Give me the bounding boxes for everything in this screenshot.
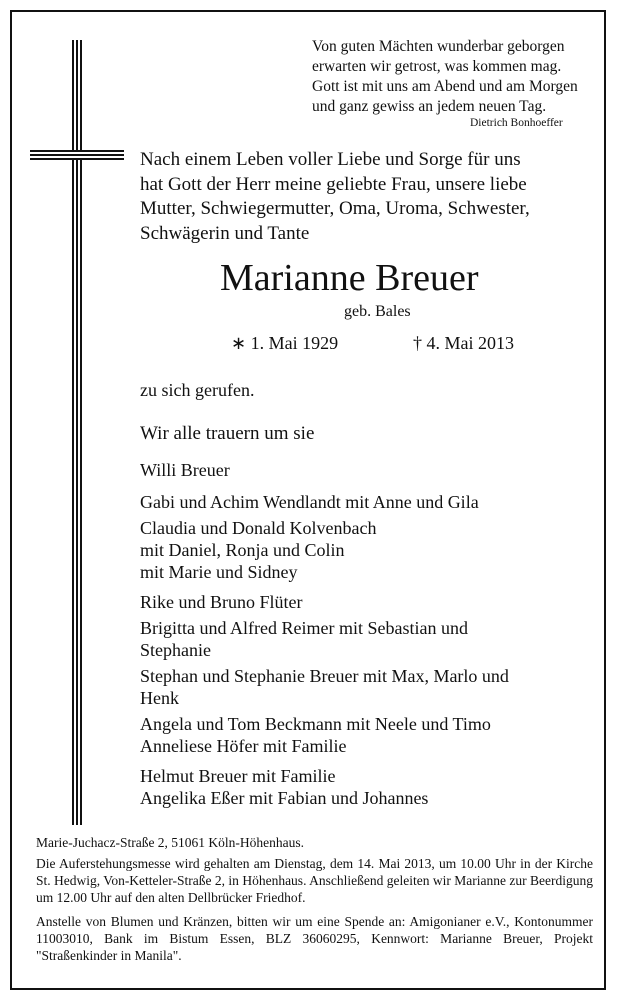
donation-details: Anstelle von Blumen und Kränzen, bitten wir um eine Spende an: Amigonianer e.V., Kontonummer 11003010, Bank im Bistum Essen, BLZ 36060295, Kennwort: Marianne Breuer, Projekt "Straßenkinder in Manila". xyxy=(36,914,593,963)
mourner-line: Brigitta und Alfred Reimer mit Sebastian und xyxy=(140,618,468,638)
intro-line: Nach einem Leben voller Liebe und Sorge für uns xyxy=(140,149,521,170)
cross-icon-crossbar xyxy=(30,150,124,160)
mourner-line: Stephanie xyxy=(140,640,211,660)
mourner-line: Angelika Eßer mit Fabian und Johannes xyxy=(140,788,429,808)
mourner-line: Helmut Breuer mit Familie xyxy=(140,766,336,786)
mourner-line: Gabi und Achim Wendlandt mit Anne und Gila xyxy=(140,492,479,512)
called-home-text: zu sich gerufen. xyxy=(140,380,255,400)
mourner-entry xyxy=(140,735,509,757)
mourner-entry xyxy=(140,665,509,709)
mourner-line: Henk xyxy=(140,688,179,708)
birth-name: geb. Bales xyxy=(344,303,411,320)
intro-line: hat Gott der Herr meine geliebte Frau, unsere liebe xyxy=(140,173,527,195)
mourner-line: Rike und Bruno Flüter xyxy=(140,592,303,612)
bonhoeffer-quote xyxy=(312,37,578,117)
mourner-entry xyxy=(140,517,509,583)
mourner-entry xyxy=(140,491,509,513)
intro-line: Mutter, Schwiegermutter, Oma, Uroma, Schwester, xyxy=(140,198,530,219)
mourner-entry xyxy=(140,765,509,787)
mourn-line: Wir alle trauern um sie xyxy=(140,423,315,444)
mourners-list xyxy=(140,459,509,809)
quote-line: und ganz gewiss an jedem neuen Tag. xyxy=(312,98,547,115)
intro-line: Schwägerin und Tante xyxy=(140,222,310,244)
quote-author: Dietrich Bonhoeffer xyxy=(470,117,563,129)
mourner-line: Stephan und Stephanie Breuer mit Max, Marlo und xyxy=(140,666,509,686)
mourner-line: Willi Breuer xyxy=(140,460,230,480)
mourner-line: Anneliese Höfer mit Familie xyxy=(140,736,347,756)
mourner-entry xyxy=(140,617,509,661)
service-details: Die Auferstehungsmesse wird gehalten am Dienstag, dem 14. Mai 2013, um 10.00 Uhr in der Kirche St. Hedwig, Von-Ketteler-Straße 2, in Höhenhaus. Anschließend geleiten wir Marianne zur Beerdigung um 12.00 Uhr auf den alten Dellbrücker Friedhof. xyxy=(36,856,593,905)
mourner-line: Claudia und Donald Kolvenbach xyxy=(140,518,377,538)
quote-line: erwarten wir getrost, was kommen mag. xyxy=(312,58,562,75)
intro-text xyxy=(140,148,530,246)
mourner-entry xyxy=(140,787,509,809)
mourner-line: mit Daniel, Ronja und Colin xyxy=(140,540,345,560)
mourner-entry xyxy=(140,713,509,735)
quote-line: Von guten Mächten wunderbar geborgen xyxy=(312,38,565,55)
quote-line: Gott ist mit uns am Abend und am Morgen xyxy=(312,78,578,95)
mourner-line: mit Marie und Sidney xyxy=(140,562,298,582)
mourner-line: Angela und Tom Beckmann mit Neele und Timo xyxy=(140,714,491,734)
mourner-entry xyxy=(140,459,509,481)
death-date: † 4. Mai 2013 xyxy=(413,333,514,353)
mourner-entry xyxy=(140,591,509,613)
deceased-name: Marianne Breuer xyxy=(220,257,479,299)
address: Marie-Juchacz-Straße 2, 51061 Köln-Höhenhaus. xyxy=(36,835,305,850)
birth-date: ∗ 1. Mai 1929 xyxy=(231,333,339,353)
